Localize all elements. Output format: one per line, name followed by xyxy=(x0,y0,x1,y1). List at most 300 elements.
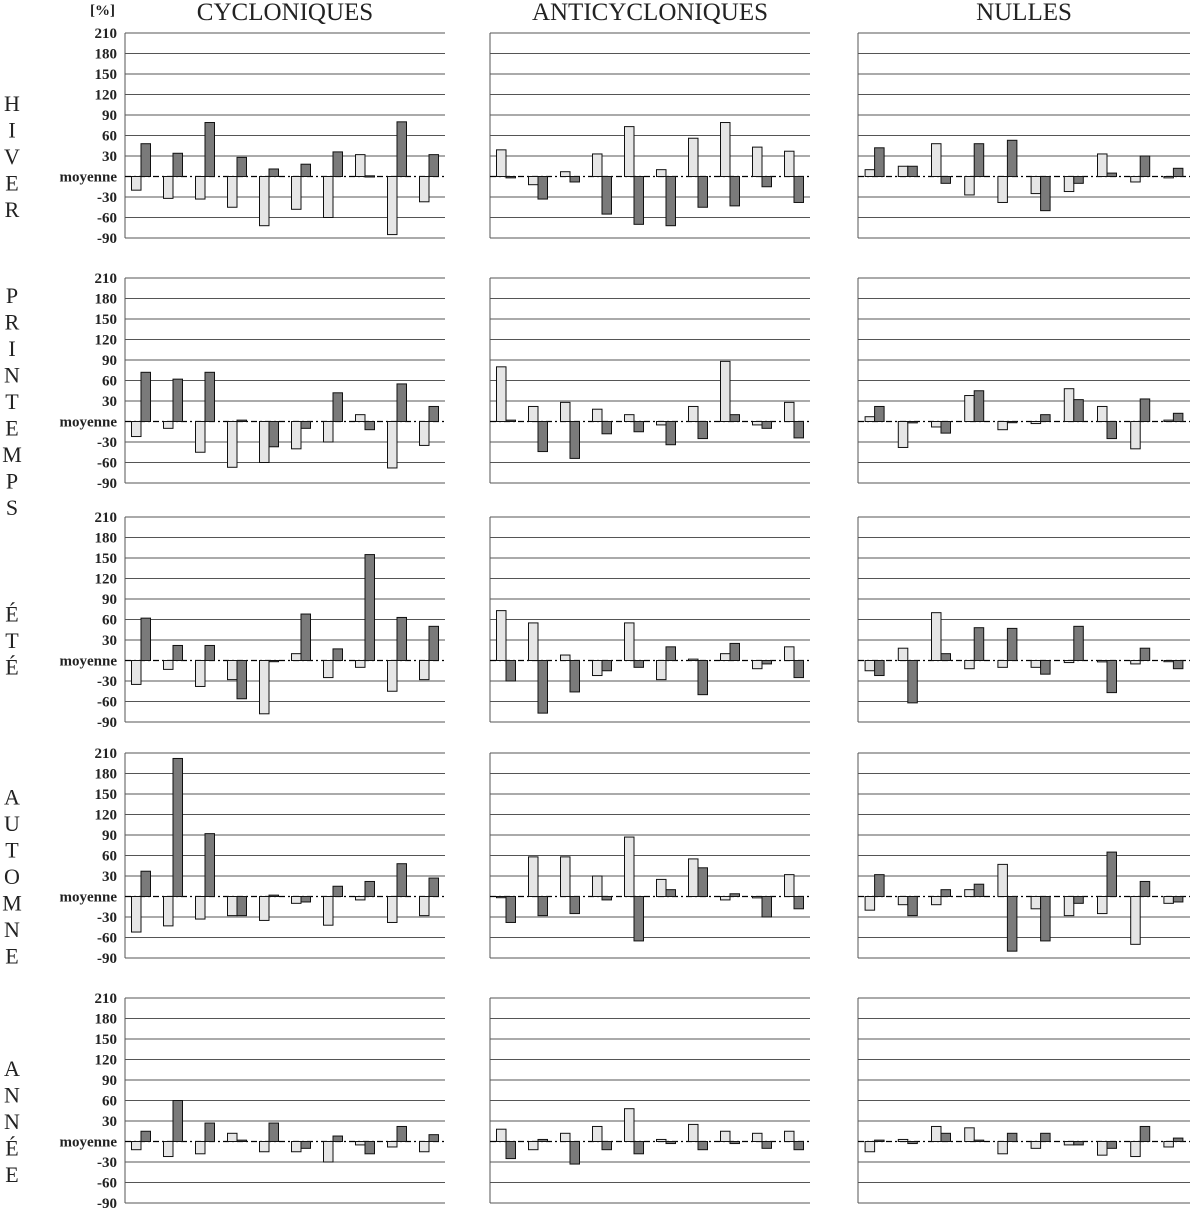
bar-light xyxy=(1098,1142,1108,1156)
y-tick-label: 210 xyxy=(94,991,117,1007)
bar-dark xyxy=(506,661,516,682)
bar-dark xyxy=(429,406,439,421)
bar-light xyxy=(625,127,635,177)
bar-light xyxy=(1064,177,1074,192)
bar-light xyxy=(260,897,270,921)
bar-dark xyxy=(730,415,740,422)
bar-dark xyxy=(941,177,951,184)
bar-dark xyxy=(205,834,215,897)
bar-light xyxy=(898,897,908,905)
bar-light xyxy=(785,151,795,176)
bar-light xyxy=(260,422,270,463)
bar-dark xyxy=(538,422,548,452)
bar-light xyxy=(965,661,975,669)
bar-light xyxy=(420,1142,430,1152)
y-tick-label: 180 xyxy=(94,291,117,308)
bar-dark xyxy=(301,1142,311,1149)
bar-light xyxy=(689,1124,699,1141)
y-tick-label: 150 xyxy=(94,67,117,83)
bar-light xyxy=(1098,406,1108,421)
bar-light xyxy=(1031,177,1041,194)
bar-dark xyxy=(1007,1133,1017,1141)
row-label: P R I N T E M P S xyxy=(2,283,22,520)
y-tick-label: -30 xyxy=(97,435,117,451)
bar-dark xyxy=(570,177,580,182)
bar-light xyxy=(497,611,507,661)
bar-dark xyxy=(1107,173,1117,176)
bar-dark xyxy=(538,661,548,714)
bar-dark xyxy=(429,155,439,177)
y-tick-label: 120 xyxy=(94,332,117,349)
bar-light xyxy=(420,661,430,680)
column-title: NULLES xyxy=(976,0,1072,26)
bar-light xyxy=(292,1142,302,1152)
y-tick-label: -60 xyxy=(97,455,117,472)
bar-dark xyxy=(365,881,375,896)
bar-dark xyxy=(762,422,772,429)
bar-dark xyxy=(762,661,772,664)
bar-dark xyxy=(1041,661,1051,675)
bar-light xyxy=(1131,661,1141,664)
bar-light xyxy=(292,422,302,449)
y-tick-label: -60 xyxy=(97,694,117,711)
bar-light xyxy=(1031,1142,1041,1149)
bar-light xyxy=(529,1142,539,1150)
bar-light xyxy=(998,661,1008,668)
bar-dark xyxy=(1173,661,1183,669)
bar-dark xyxy=(1074,400,1084,422)
y-tick-label: -30 xyxy=(97,910,117,926)
bar-dark xyxy=(141,618,151,660)
bar-dark xyxy=(634,177,644,225)
bar-dark xyxy=(908,166,918,176)
bar-light xyxy=(593,876,603,897)
bar-light xyxy=(420,422,430,446)
bar-dark xyxy=(666,647,676,661)
bar-dark xyxy=(1007,897,1017,952)
y-tick-label: 210 xyxy=(94,510,117,526)
y-tick-label: 210 xyxy=(94,746,117,762)
bar-dark xyxy=(794,661,804,678)
y-tick-label: 90 xyxy=(102,592,117,608)
bar-light xyxy=(324,897,334,926)
bar-dark xyxy=(794,422,804,438)
bar-dark xyxy=(602,897,612,900)
bar-dark xyxy=(205,1123,215,1141)
chart-panels xyxy=(125,33,1190,1203)
baseline-label: moyenne xyxy=(59,1134,117,1151)
y-tick-label: 30 xyxy=(102,394,117,410)
bar-light xyxy=(1131,177,1141,182)
y-tick-label: 210 xyxy=(94,271,117,287)
bar-dark xyxy=(397,864,407,897)
y-tick-label: 180 xyxy=(94,766,117,783)
panel-été-cycloniques xyxy=(125,517,445,722)
bar-light xyxy=(164,1142,174,1157)
y-tick-label: 30 xyxy=(102,633,117,649)
bar-dark xyxy=(908,661,918,703)
y-tick-label: 60 xyxy=(102,848,117,865)
bar-light xyxy=(1098,897,1108,914)
panel-automne-anticycloniques xyxy=(490,753,810,958)
column-titles xyxy=(90,0,1072,26)
bar-light xyxy=(1064,897,1074,916)
bar-dark xyxy=(730,1142,740,1144)
bar-light xyxy=(998,1142,1008,1154)
bar-dark xyxy=(173,153,183,176)
bar-dark xyxy=(1007,140,1017,176)
bar-dark xyxy=(301,422,311,429)
bar-light xyxy=(785,647,795,661)
y-tick-label: 90 xyxy=(102,1073,117,1089)
bar-dark xyxy=(1173,413,1183,421)
bar-light xyxy=(865,897,875,911)
bar-light xyxy=(388,177,398,235)
bar-dark xyxy=(1140,1126,1150,1141)
bar-light xyxy=(529,623,539,661)
bar-dark xyxy=(602,177,612,215)
bar-dark xyxy=(1140,399,1150,422)
y-tick-label: -90 xyxy=(97,951,117,967)
bar-dark xyxy=(1107,422,1117,439)
bar-dark xyxy=(397,617,407,660)
bar-dark xyxy=(875,875,885,897)
bar-dark xyxy=(1140,648,1150,660)
bar-dark xyxy=(429,1135,439,1142)
bar-light xyxy=(689,859,699,897)
bar-dark xyxy=(333,649,343,661)
bar-light xyxy=(865,170,875,177)
bar-light xyxy=(593,661,603,676)
bar-dark xyxy=(1074,177,1084,184)
panel-été-anticycloniques xyxy=(490,517,810,722)
bar-light xyxy=(1031,661,1041,668)
bar-light xyxy=(965,890,975,897)
panel-hiver-cycloniques xyxy=(125,33,445,238)
bar-light xyxy=(721,361,731,421)
bar-dark xyxy=(1173,168,1183,176)
bar-light xyxy=(625,415,635,422)
bar-dark xyxy=(429,878,439,896)
bar-dark xyxy=(1041,897,1051,941)
bar-light xyxy=(228,1133,238,1141)
bar-light xyxy=(932,422,942,427)
bar-dark xyxy=(974,391,984,422)
bar-light xyxy=(721,897,731,900)
bar-dark xyxy=(237,157,247,176)
bar-light xyxy=(689,138,699,176)
y-tick-label: 90 xyxy=(102,828,117,844)
bar-dark xyxy=(908,1142,918,1144)
column-title: CYCLONIQUES xyxy=(196,0,374,26)
bar-dark xyxy=(762,897,772,918)
bar-light xyxy=(1131,897,1141,945)
bar-dark xyxy=(1107,852,1117,896)
bar-light xyxy=(721,654,731,661)
bar-light xyxy=(356,897,366,900)
panel-printemps-cycloniques xyxy=(125,278,445,483)
bar-dark xyxy=(1007,628,1017,660)
bar-dark xyxy=(237,420,247,421)
bar-dark xyxy=(570,897,580,914)
bar-dark xyxy=(173,379,183,421)
bar-light xyxy=(965,1128,975,1142)
bar-dark xyxy=(269,895,279,896)
bar-light xyxy=(1164,1142,1174,1147)
y-tick-label: 210 xyxy=(94,26,117,42)
bar-light xyxy=(164,422,174,429)
bar-light xyxy=(420,897,430,916)
bar-light xyxy=(998,422,1008,430)
bar-light xyxy=(132,897,142,933)
bar-light xyxy=(260,1142,270,1152)
y-tick-label: 60 xyxy=(102,1093,117,1110)
y-tick-label: 120 xyxy=(94,807,117,824)
bar-dark xyxy=(974,144,984,177)
bar-light xyxy=(1064,389,1074,422)
bar-light xyxy=(260,661,270,714)
bar-dark xyxy=(237,897,247,916)
bar-light xyxy=(785,875,795,897)
bar-light xyxy=(292,897,302,904)
baseline-label: moyenne xyxy=(59,889,117,906)
bar-light xyxy=(196,661,206,687)
bar-dark xyxy=(941,422,951,434)
bar-dark xyxy=(974,884,984,896)
bar-light xyxy=(932,144,942,177)
y-tick-label: 180 xyxy=(94,1011,117,1028)
bar-light xyxy=(657,879,667,896)
bar-light xyxy=(593,1126,603,1141)
bar-light xyxy=(164,177,174,199)
bar-light xyxy=(164,897,174,926)
bar-light xyxy=(1131,422,1141,449)
bar-dark xyxy=(397,122,407,177)
row-label: É T É xyxy=(5,601,19,680)
bar-light xyxy=(689,406,699,421)
bar-light xyxy=(132,422,142,437)
bar-dark xyxy=(666,1142,676,1144)
bar-light xyxy=(753,897,763,898)
bar-dark xyxy=(397,1126,407,1141)
bar-dark xyxy=(269,661,279,662)
bar-light xyxy=(420,177,430,202)
bar-dark xyxy=(205,123,215,177)
bar-light xyxy=(529,857,539,897)
bar-light xyxy=(388,422,398,468)
y-tick-label: 60 xyxy=(102,128,117,145)
bar-light xyxy=(228,897,238,916)
bar-dark xyxy=(908,897,918,916)
bar-dark xyxy=(794,1142,804,1150)
y-tick-label: 150 xyxy=(94,1032,117,1048)
bar-light xyxy=(753,422,763,425)
bar-light xyxy=(721,123,731,177)
bar-dark xyxy=(634,1142,644,1154)
bar-dark xyxy=(205,645,215,660)
y-tick-label: 30 xyxy=(102,149,117,165)
bar-light xyxy=(1131,1142,1141,1157)
bar-light xyxy=(593,409,603,421)
bar-light xyxy=(497,150,507,177)
bar-dark xyxy=(538,897,548,916)
bar-dark xyxy=(506,897,516,923)
y-tick-label: -90 xyxy=(97,1196,117,1209)
bar-light xyxy=(625,1109,635,1142)
bar-light xyxy=(932,613,942,661)
panel-hiver-anticycloniques xyxy=(490,33,810,238)
bar-light xyxy=(689,659,699,660)
y-tick-label: -30 xyxy=(97,674,117,690)
bar-light xyxy=(1064,1142,1074,1145)
y-tick-label: 90 xyxy=(102,108,117,124)
bar-dark xyxy=(333,393,343,422)
bar-dark xyxy=(908,422,918,423)
bar-dark xyxy=(1107,1142,1117,1149)
row-label: H I V E R xyxy=(4,91,20,222)
bar-dark xyxy=(666,890,676,897)
bar-light xyxy=(785,402,795,421)
bar-dark xyxy=(506,177,516,178)
bar-light xyxy=(356,1142,366,1145)
bar-dark xyxy=(875,661,885,676)
panel-printemps-nulles xyxy=(858,278,1190,483)
panel-année-nulles xyxy=(858,998,1190,1203)
bar-light xyxy=(865,1142,875,1152)
bar-dark xyxy=(173,1101,183,1142)
y-tick-label: 120 xyxy=(94,571,117,588)
bar-dark xyxy=(1007,422,1017,423)
y-tick-label: 120 xyxy=(94,1052,117,1069)
bar-light xyxy=(228,422,238,468)
bar-light xyxy=(561,402,571,421)
bar-light xyxy=(196,422,206,453)
bar-dark xyxy=(429,626,439,660)
bar-dark xyxy=(1074,897,1084,904)
bar-light xyxy=(593,154,603,177)
bar-dark xyxy=(602,422,612,434)
row-label: A N N É E xyxy=(4,1056,20,1187)
y-tick-label: 90 xyxy=(102,353,117,369)
bar-dark xyxy=(538,1139,548,1141)
panel-été-nulles xyxy=(858,517,1190,722)
bar-dark xyxy=(365,555,375,661)
y-tick-label: -60 xyxy=(97,1175,117,1192)
y-tick-label: -90 xyxy=(97,231,117,247)
y-tick-label: 180 xyxy=(94,530,117,547)
panel-automne-nulles xyxy=(858,753,1190,958)
bar-light xyxy=(965,177,975,195)
bar-light xyxy=(657,1139,667,1141)
bar-light xyxy=(657,661,667,680)
bar-light xyxy=(228,661,238,680)
bar-dark xyxy=(666,422,676,445)
bar-light xyxy=(561,172,571,177)
panel-printemps-anticycloniques xyxy=(490,278,810,483)
bar-light xyxy=(932,897,942,905)
bar-light xyxy=(196,1142,206,1154)
panel-année-cycloniques xyxy=(125,998,445,1203)
bar-dark xyxy=(1041,415,1051,422)
bar-light xyxy=(228,177,238,208)
bar-dark xyxy=(570,661,580,692)
y-axes xyxy=(60,26,118,1209)
bar-light xyxy=(1164,420,1174,421)
baseline-label: moyenne xyxy=(59,414,117,431)
bar-light xyxy=(132,177,142,191)
baseline-label: moyenne xyxy=(59,169,117,186)
bar-dark xyxy=(794,897,804,909)
bar-dark xyxy=(730,894,740,897)
bar-light xyxy=(898,422,908,448)
y-tick-label: 30 xyxy=(102,1114,117,1130)
bar-dark xyxy=(875,1140,885,1141)
bar-light xyxy=(561,1133,571,1141)
bar-light xyxy=(356,415,366,422)
bar-dark xyxy=(698,868,708,897)
bar-dark xyxy=(141,1131,151,1141)
bar-light xyxy=(196,897,206,920)
bar-dark xyxy=(1041,177,1051,211)
bar-light xyxy=(388,1142,398,1147)
bar-light xyxy=(1164,177,1174,178)
bar-light xyxy=(324,661,334,678)
bar-dark xyxy=(698,1142,708,1150)
y-tick-label: -60 xyxy=(97,930,117,947)
bar-dark xyxy=(301,614,311,660)
panel-automne-cycloniques xyxy=(125,753,445,958)
bar-dark xyxy=(1173,1138,1183,1141)
bar-dark xyxy=(570,422,580,459)
bar-light xyxy=(497,897,507,898)
bar-light xyxy=(561,857,571,897)
bar-light xyxy=(132,1142,142,1150)
y-tick-label: -90 xyxy=(97,476,117,492)
bar-light xyxy=(865,661,875,671)
y-tick-label: 30 xyxy=(102,869,117,885)
bar-light xyxy=(932,1126,942,1141)
bar-dark xyxy=(141,871,151,896)
bar-light xyxy=(865,417,875,422)
bar-dark xyxy=(301,897,311,902)
row-label: A U T O M N E xyxy=(2,784,22,969)
bar-dark xyxy=(237,661,247,699)
bar-light xyxy=(196,177,206,200)
bar-dark xyxy=(730,177,740,206)
bar-dark xyxy=(794,177,804,203)
bar-dark xyxy=(698,422,708,439)
bar-light xyxy=(657,170,667,177)
bar-dark xyxy=(1041,1133,1051,1141)
bar-dark xyxy=(762,177,772,187)
unit-label: [%] xyxy=(90,3,115,19)
bar-dark xyxy=(974,628,984,661)
bar-light xyxy=(388,661,398,692)
bar-dark xyxy=(941,1133,951,1141)
bar-dark xyxy=(1107,661,1117,693)
y-tick-label: 120 xyxy=(94,87,117,104)
bar-light xyxy=(324,177,334,218)
bar-dark xyxy=(365,176,375,177)
bar-dark xyxy=(1173,897,1183,902)
bar-dark xyxy=(1140,881,1150,896)
baseline-label: moyenne xyxy=(59,653,117,670)
y-tick-label: -90 xyxy=(97,715,117,731)
bar-dark xyxy=(698,661,708,695)
bar-dark xyxy=(301,164,311,176)
bar-dark xyxy=(875,148,885,177)
bar-light xyxy=(356,661,366,668)
